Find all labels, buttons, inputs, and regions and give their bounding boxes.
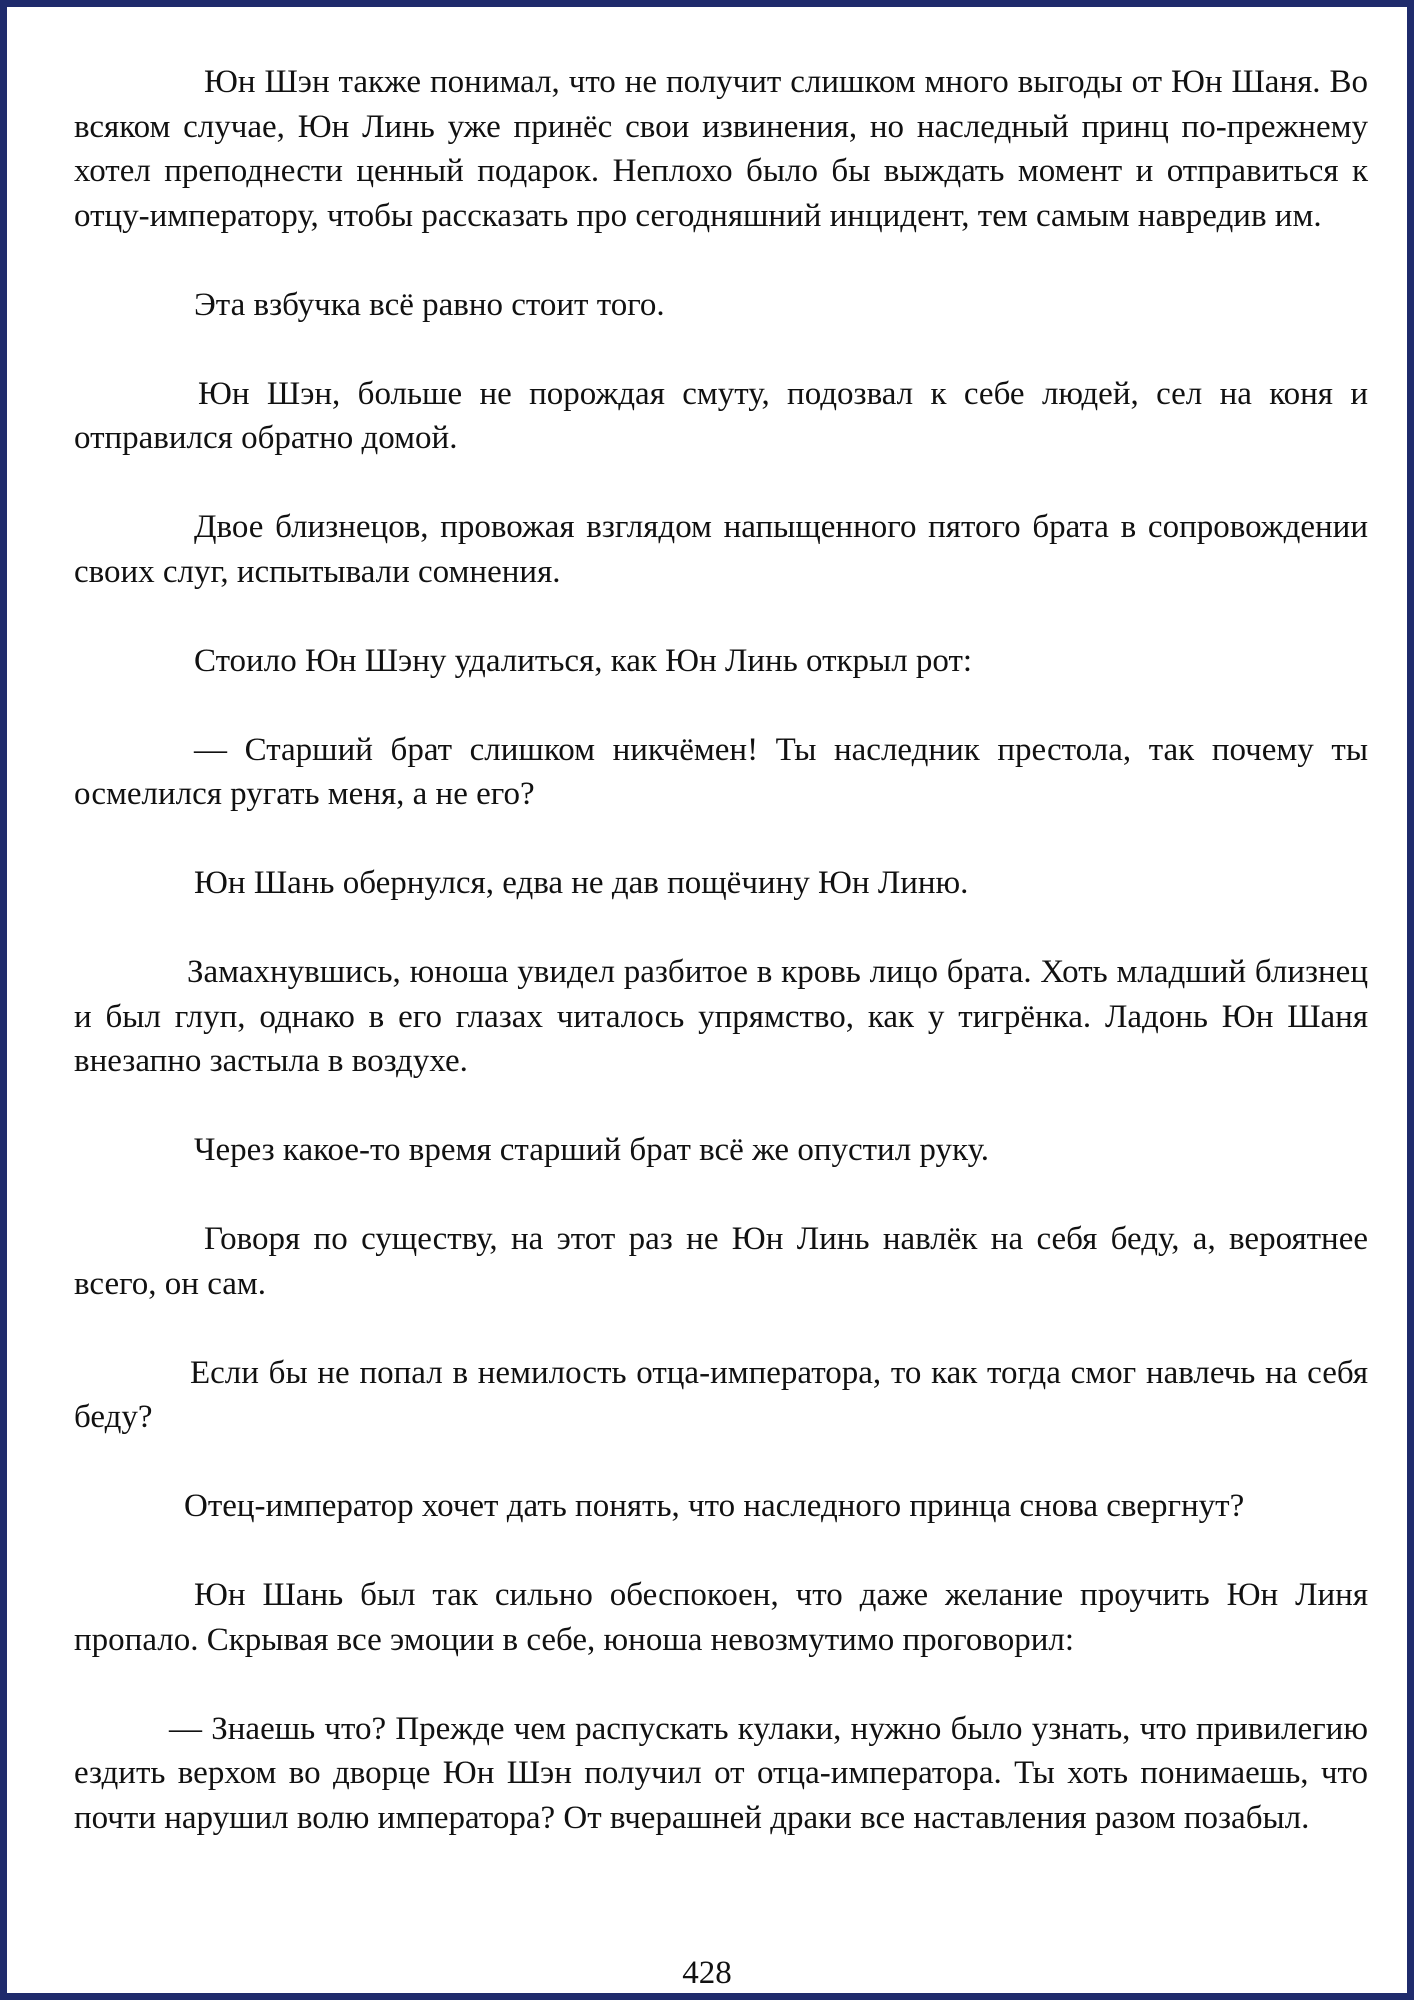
paragraph: Если бы не попал в немилость отца-императора, то как тогда смог навлечь на себя беду? bbox=[74, 1354, 1368, 1435]
paragraph: Юн Шэн, больше не порождая смуту, подозвал к себе людей, сел на коня и отправился обратно домой. bbox=[74, 375, 1368, 456]
paragraph: Юн Шэн также понимал, что не получит слишком много выгоды от Юн Шаня. Во всяком случае, Юн Линь уже принёс свои извинения, но наследный принц по-прежнему хотел преподнести ценный подарок. Неплохо было бы выждать момент и отправиться к отцу-императору, чтобы рассказать про сегодняшний инцидент, тем самым навредив им. bbox=[74, 64, 1368, 234]
paragraph: Через какое-то время старший брат всё же опустил руку. bbox=[194, 1132, 990, 1168]
paragraph: Замахнувшись, юноша увидел разбитое в кровь лицо брата. Хоть младший близнец и был глуп, однако в его глазах читалось упрямство, как у тигрёнка. Ладонь Юн Шаня внезапно застыла в воздухе. bbox=[74, 954, 1368, 1079]
paragraph: Двое близнецов, провожая взглядом напыщенного пятого брата в сопровождении своих слуг, испытывали сомнения. bbox=[74, 509, 1368, 590]
paragraph: Юн Шань был так сильно обеспокоен, что даже желание проучить Юн Линя пропало. Скрывая все эмоции в себе, юноша невозмутимо проговорил: bbox=[74, 1577, 1368, 1658]
paragraph: — Старший брат слишком никчёмен! Ты наследник престола, так почему ты осмелился ругать меня, а не его? bbox=[74, 731, 1368, 812]
page-number: 428 bbox=[682, 1955, 732, 1991]
paragraph: Юн Шань обернулся, едва не дав пощёчину Юн Линю. bbox=[194, 865, 969, 901]
page-text bbox=[74, 60, 1368, 1840]
paragraph: Эта взбучка всё равно стоит того. bbox=[194, 286, 665, 323]
paragraph: Говоря по существу, на этот раз не Юн Линь навлёк на себя беду, а, вероятнее всего, он сам. bbox=[74, 1221, 1368, 1302]
paragraph: Стоило Юн Шэну удалиться, как Юн Линь открыл рот: bbox=[194, 642, 973, 679]
paragraph: Отец-император хочет дать понять, что наследного принца снова свергнут? bbox=[184, 1488, 1245, 1524]
paragraph: — Знаешь что? Прежде чем распускать кулаки, нужно было узнать, что привилегию ездить верхом во дворце Юн Шэн получил от отца-императора. Ты хоть понимаешь, что почти нарушил волю императора? От вчерашней драки все наставления разом позабыл. bbox=[74, 1710, 1368, 1836]
